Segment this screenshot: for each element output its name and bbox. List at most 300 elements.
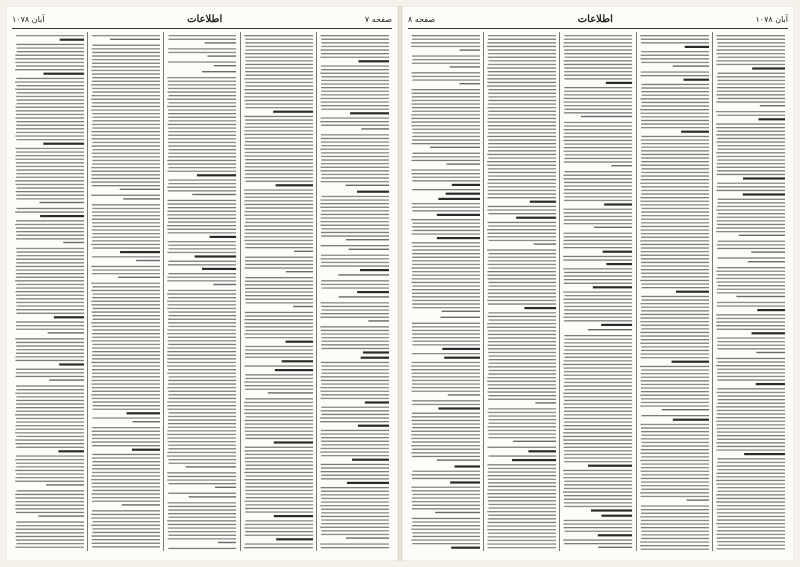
text-line <box>168 405 237 406</box>
text-line <box>412 420 481 421</box>
text-line <box>716 64 785 65</box>
text-line <box>168 452 237 453</box>
text-line <box>16 125 84 126</box>
text-line <box>716 190 785 191</box>
text-line <box>717 224 785 225</box>
text-line <box>244 148 313 149</box>
text-line <box>717 248 785 249</box>
text-line <box>751 251 785 252</box>
text-line <box>92 468 160 469</box>
text-line <box>564 275 632 276</box>
text-line <box>641 456 709 457</box>
text-line <box>412 249 480 250</box>
text-line <box>640 541 709 542</box>
text-line <box>320 49 389 50</box>
text-line <box>16 407 84 408</box>
text-line <box>640 353 708 354</box>
text-line <box>169 145 237 146</box>
text-line <box>92 59 160 60</box>
text-line <box>16 284 84 285</box>
text-line <box>488 139 556 140</box>
text-line <box>488 497 556 498</box>
text-line <box>717 388 785 389</box>
text-line <box>412 330 480 331</box>
text-line <box>716 406 785 407</box>
text-line <box>412 107 480 108</box>
text-line <box>641 42 709 43</box>
text-line <box>320 302 389 303</box>
text-line <box>49 379 84 380</box>
text-line <box>92 135 161 136</box>
text-line <box>640 339 708 340</box>
text-line <box>321 455 389 456</box>
text-line <box>488 522 556 523</box>
text-line <box>412 427 480 428</box>
text-line <box>565 295 633 296</box>
heading-line <box>444 357 480 359</box>
text-line <box>756 352 785 353</box>
text-line <box>245 486 313 487</box>
text-line <box>169 548 237 549</box>
text-line <box>488 233 556 234</box>
text-line <box>411 445 480 446</box>
text-line <box>321 152 389 153</box>
text-line <box>16 436 84 437</box>
text-line <box>488 129 556 130</box>
heading-line <box>43 73 84 75</box>
text-line <box>245 60 313 61</box>
text-line <box>411 103 480 104</box>
text-line <box>716 39 784 40</box>
heading-line <box>274 369 312 371</box>
text-line <box>564 470 633 471</box>
text-line <box>15 470 84 471</box>
text-line <box>488 57 556 58</box>
text-line <box>92 358 160 359</box>
text-line <box>411 169 480 170</box>
text-line <box>488 103 556 104</box>
text-line <box>412 543 480 544</box>
text-line <box>244 197 313 198</box>
text-line <box>448 394 480 395</box>
text-line <box>15 211 84 212</box>
text-line <box>640 58 709 59</box>
text-line <box>218 542 236 543</box>
text-line <box>564 393 633 394</box>
text-line <box>488 154 557 155</box>
text-line <box>245 465 313 466</box>
text-line <box>564 247 633 248</box>
text-line <box>245 312 313 313</box>
text-line <box>16 44 84 45</box>
text-line <box>361 128 389 129</box>
text-line <box>641 369 709 370</box>
text-line <box>168 301 237 302</box>
text-line <box>564 101 633 102</box>
text-line <box>92 113 160 114</box>
text-line <box>123 198 160 199</box>
text-line <box>489 240 557 241</box>
text-line <box>92 63 160 64</box>
text-line <box>641 143 709 144</box>
text-line <box>321 373 389 374</box>
text-line <box>320 487 389 488</box>
right-page <box>402 6 794 561</box>
text-line <box>488 430 556 431</box>
text-line <box>16 96 84 97</box>
text-line <box>412 501 481 502</box>
text-block <box>15 32 84 551</box>
text-line <box>321 414 389 415</box>
text-line <box>169 131 237 132</box>
text-line <box>169 412 237 413</box>
text-line <box>412 121 480 122</box>
heading-line <box>43 143 84 145</box>
text-line <box>641 120 709 121</box>
heading-line <box>452 184 480 186</box>
text-line <box>564 212 632 213</box>
text-line <box>564 414 632 415</box>
text-line <box>565 306 633 307</box>
text-line <box>169 149 237 150</box>
text-line <box>244 134 313 135</box>
text-line <box>564 105 632 106</box>
text-line <box>565 335 633 336</box>
text-line <box>320 214 388 215</box>
text-line <box>488 412 557 413</box>
text-line <box>93 315 161 316</box>
text-line <box>16 65 84 66</box>
text-line <box>564 371 632 372</box>
text-line <box>565 349 633 350</box>
text-line <box>747 261 784 262</box>
text-line <box>92 398 160 399</box>
text-line <box>17 103 85 104</box>
text-line <box>717 159 785 160</box>
text-line <box>411 452 480 453</box>
text-line <box>17 187 85 188</box>
text-line <box>412 497 480 498</box>
text-line <box>489 455 557 456</box>
text-line <box>640 201 709 202</box>
text-line <box>321 380 389 381</box>
text-line <box>244 457 312 458</box>
text-line <box>245 257 313 258</box>
text-line <box>412 79 480 80</box>
text-line <box>412 180 480 181</box>
text-line <box>16 155 84 156</box>
text-line <box>412 383 480 384</box>
text-line <box>640 325 708 326</box>
text-line <box>564 151 633 152</box>
text-line <box>321 65 389 66</box>
text-line <box>716 494 785 495</box>
text-line <box>565 109 633 110</box>
text-line <box>48 332 84 333</box>
text-line <box>717 446 785 447</box>
text-line <box>412 76 480 77</box>
text-line <box>488 222 557 223</box>
text-line <box>168 280 237 281</box>
text-line <box>320 199 389 200</box>
text-line <box>321 174 389 175</box>
text-line <box>488 35 556 36</box>
text-line <box>321 94 389 95</box>
left-page-masthead: اطلاعات <box>187 13 223 25</box>
text-line <box>15 547 84 548</box>
heading-line <box>360 357 388 359</box>
text-line <box>717 395 785 396</box>
text-line <box>338 274 389 275</box>
text-line <box>564 133 632 134</box>
text-line <box>92 441 161 442</box>
text-line <box>320 464 388 465</box>
text-line <box>93 454 161 455</box>
text-line <box>169 95 237 96</box>
text-line <box>16 421 84 422</box>
text-line <box>641 474 709 475</box>
text-line <box>168 437 237 438</box>
text-line <box>717 462 785 463</box>
text-line <box>488 147 556 148</box>
text-line <box>16 425 85 426</box>
text-line <box>717 458 785 459</box>
text-line <box>92 445 160 446</box>
text-line <box>321 156 389 157</box>
text-line <box>488 278 557 279</box>
text-line <box>412 508 480 509</box>
text-line <box>640 139 709 140</box>
text-line <box>168 476 237 477</box>
text-line <box>716 152 785 153</box>
text-line <box>412 223 480 224</box>
text-line <box>92 532 160 533</box>
text-line <box>321 437 389 438</box>
text-line <box>15 89 84 90</box>
text-line <box>716 220 785 221</box>
text-line <box>320 207 389 208</box>
text-line <box>92 311 160 312</box>
text-line <box>168 214 237 215</box>
text-line <box>244 78 313 79</box>
text-line <box>267 392 312 393</box>
text-line <box>16 376 84 377</box>
text-line <box>488 260 556 261</box>
heading-line <box>751 332 785 334</box>
text-line <box>641 509 709 510</box>
text-line <box>488 341 556 342</box>
heading-line <box>743 193 785 195</box>
text-line <box>430 147 480 148</box>
text-line <box>564 425 633 426</box>
text-line <box>92 434 160 435</box>
text-line <box>320 117 388 118</box>
text-line <box>564 484 632 485</box>
text-line <box>489 89 557 90</box>
text-line <box>641 287 709 288</box>
text-line <box>320 170 389 171</box>
text-line <box>487 511 556 512</box>
text-line <box>640 332 709 333</box>
heading-line <box>603 251 632 253</box>
text-line <box>244 535 312 536</box>
text-line <box>346 239 389 240</box>
text-line <box>716 271 785 272</box>
text-line <box>321 235 389 236</box>
heading-line <box>451 547 480 549</box>
text-line <box>641 147 709 148</box>
text-line <box>716 209 785 210</box>
heading-line <box>598 534 632 536</box>
text-line <box>167 333 236 334</box>
text-line <box>321 262 389 263</box>
text-line <box>489 423 557 424</box>
text-line <box>46 484 84 485</box>
text-line <box>488 384 556 385</box>
text-line <box>321 39 389 40</box>
text-line <box>92 240 160 241</box>
text-line <box>244 211 313 212</box>
text-line <box>16 411 84 412</box>
text-line <box>459 83 480 84</box>
text-line <box>168 373 237 374</box>
text-line <box>168 232 236 233</box>
text-line <box>15 481 84 482</box>
text-block <box>244 32 313 551</box>
text-line <box>717 302 785 303</box>
text-line <box>488 345 557 346</box>
text-line <box>640 273 708 274</box>
text-line <box>489 285 557 286</box>
text-line <box>244 240 313 241</box>
text-line <box>245 508 313 509</box>
text-line <box>92 35 160 36</box>
text-line <box>640 496 709 497</box>
text-line <box>641 91 709 92</box>
text-line <box>189 496 236 497</box>
text-line <box>564 450 632 451</box>
text-line <box>564 407 632 408</box>
text-line <box>244 200 313 201</box>
heading-line <box>210 236 237 238</box>
heading-line <box>358 425 389 427</box>
text-line <box>412 207 480 208</box>
text-line <box>717 42 785 43</box>
text-line <box>565 189 633 190</box>
text-line <box>92 431 161 432</box>
text-line <box>168 190 236 191</box>
text-line <box>244 405 313 406</box>
text-line <box>168 241 237 242</box>
text-line <box>168 355 237 356</box>
text-line <box>321 228 389 229</box>
newspaper-spread <box>6 6 794 561</box>
text-line <box>640 109 709 110</box>
text-line <box>168 419 236 420</box>
heading-line <box>607 263 633 265</box>
text-line <box>321 69 389 70</box>
text-line <box>488 433 556 434</box>
text-line <box>640 467 708 468</box>
text-line <box>716 365 785 366</box>
text-line <box>488 143 556 144</box>
text-line <box>92 387 160 388</box>
text-line <box>564 367 633 368</box>
heading-line <box>347 482 389 484</box>
text-line <box>245 39 313 40</box>
text-line <box>15 494 84 495</box>
heading-line <box>442 348 480 350</box>
text-line <box>16 132 84 133</box>
text-line <box>641 222 709 223</box>
text-line <box>245 337 313 338</box>
text-line <box>488 293 556 294</box>
text-line <box>489 419 557 420</box>
text-line <box>488 540 557 541</box>
text-line <box>717 305 785 306</box>
text-line <box>169 463 237 464</box>
text-line <box>640 262 708 263</box>
text-line <box>320 494 389 495</box>
text-line <box>16 151 84 152</box>
text-line <box>245 64 313 65</box>
text-line <box>15 291 84 292</box>
text-line <box>169 167 237 168</box>
text-line <box>565 481 633 482</box>
text-line <box>717 337 785 338</box>
text-line <box>321 383 389 384</box>
text-line <box>641 51 709 52</box>
text-line <box>168 322 236 323</box>
text-line <box>320 35 389 36</box>
text-line <box>564 60 632 61</box>
heading-line <box>273 111 313 113</box>
text-line <box>564 209 633 210</box>
text-line <box>321 369 389 370</box>
text-line <box>345 185 389 186</box>
text-line <box>16 490 84 491</box>
text-line <box>716 281 785 282</box>
heading-line <box>606 82 632 84</box>
text-line <box>245 107 313 108</box>
text-line <box>169 245 237 246</box>
text-line <box>16 512 84 513</box>
text-line <box>488 179 556 180</box>
text-line <box>244 547 313 548</box>
text-line <box>488 118 556 119</box>
text-line <box>15 432 84 433</box>
text-line <box>564 122 632 123</box>
text-line <box>411 42 480 43</box>
text-line <box>16 295 84 296</box>
text-line <box>412 242 480 243</box>
text-line <box>91 181 160 182</box>
text-line <box>168 527 236 528</box>
text-line <box>412 441 480 442</box>
text-line <box>93 77 161 78</box>
text-line <box>564 236 632 237</box>
text-line <box>16 184 84 185</box>
text-line <box>412 203 481 204</box>
text-line <box>564 342 632 343</box>
text-line <box>168 171 237 172</box>
text-line <box>92 483 160 484</box>
text-line <box>15 62 84 63</box>
text-line <box>716 60 785 61</box>
text-line <box>411 369 480 370</box>
text-line <box>92 219 160 220</box>
text-line <box>244 170 313 171</box>
